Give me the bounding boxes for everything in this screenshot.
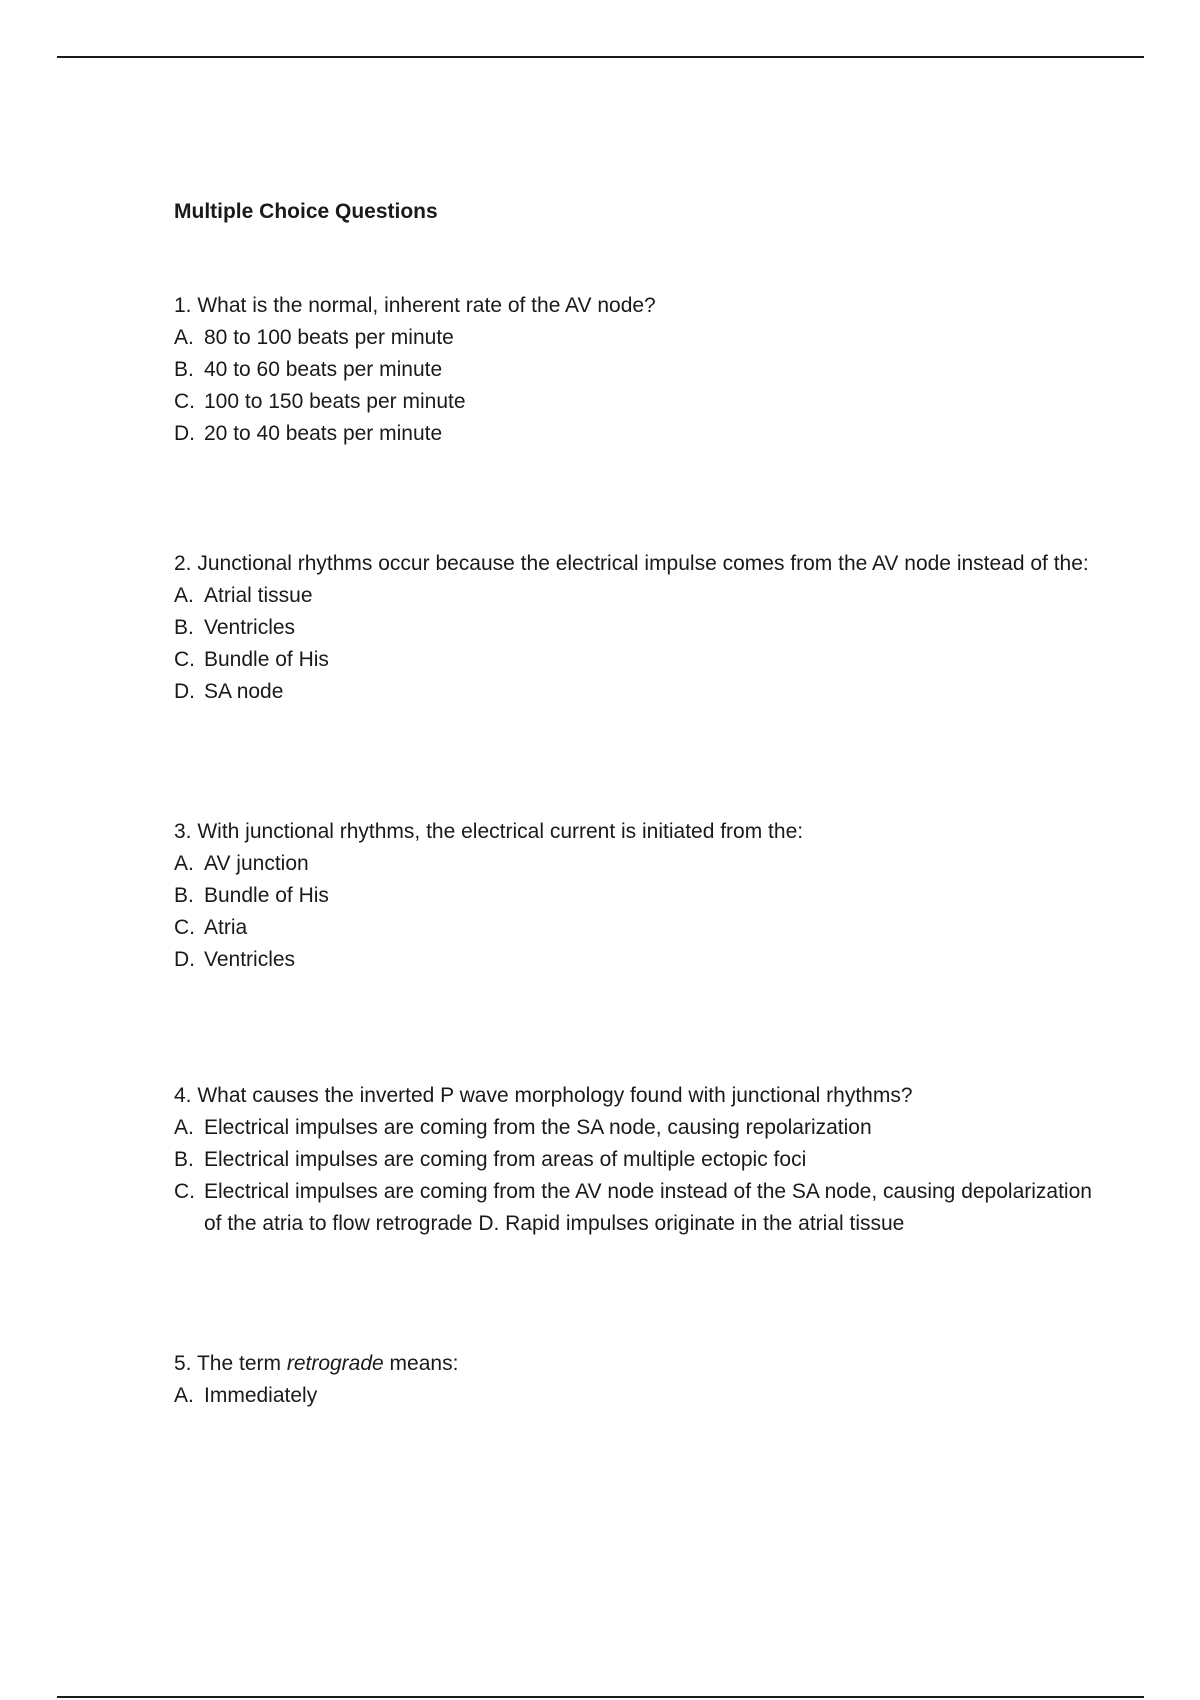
answer-option xyxy=(174,418,1094,450)
option-letter: C. xyxy=(174,390,195,413)
answer-option xyxy=(174,848,1094,880)
top-rule xyxy=(57,56,1144,58)
question-stem: 4. What causes the inverted P wave morphology found with junctional rhythms? xyxy=(174,1084,913,1107)
answer-option xyxy=(174,386,1094,418)
option-text: Immediately xyxy=(204,1384,318,1407)
option-letter: A. xyxy=(174,1116,194,1139)
answer-option xyxy=(174,676,1094,708)
option-text: 80 to 100 beats per minute xyxy=(204,326,454,349)
answer-option xyxy=(174,912,1094,944)
page-title: Multiple Choice Questions xyxy=(174,200,438,223)
question-2 xyxy=(174,548,1094,708)
option-letter: A. xyxy=(174,326,194,349)
answer-option xyxy=(174,880,1094,912)
option-text: 20 to 40 beats per minute xyxy=(204,422,443,445)
answer-option xyxy=(174,944,1094,976)
answer-option xyxy=(174,1112,1094,1144)
option-text: 100 to 150 beats per minute xyxy=(204,390,466,413)
stem-suffix: means: xyxy=(383,1352,459,1375)
option-letter: D. xyxy=(174,422,195,445)
bottom-rule xyxy=(57,1696,1144,1698)
answer-option xyxy=(174,612,1094,644)
question-stem: 3. With junctional rhythms, the electrical current is initiated from the: xyxy=(174,820,804,843)
option-letter: B. xyxy=(174,616,194,639)
option-letter: C. xyxy=(174,1180,195,1203)
question-stem: 2. Junctional rhythms occur because the electrical impulse comes from the AV node instead of the: xyxy=(174,552,1089,575)
stem-prefix: 5. The term xyxy=(174,1352,287,1375)
option-text: 40 to 60 beats per minute xyxy=(204,358,443,381)
answer-option xyxy=(174,1176,1094,1240)
question-stem: 1. What is the normal, inherent rate of the AV node? xyxy=(174,294,656,317)
option-text: Atrial tissue xyxy=(204,584,313,607)
question-5 xyxy=(174,1348,1094,1412)
option-text: AV junction xyxy=(204,852,309,875)
option-text: Electrical impulses are coming from areas of multiple ectopic foci xyxy=(204,1148,807,1171)
option-letter: C. xyxy=(174,916,195,939)
option-letter: C. xyxy=(174,648,195,671)
question-4 xyxy=(174,1080,1094,1240)
option-letter: B. xyxy=(174,884,194,907)
option-letter: B. xyxy=(174,358,194,381)
option-text: SA node xyxy=(204,680,284,703)
answer-option xyxy=(174,354,1094,386)
question-stem xyxy=(174,1348,1094,1380)
stem-term: retrograde xyxy=(286,1352,384,1375)
option-text: Electrical impulses are coming from the AV node instead of the SA node, causing depolarization of the atria to flow retrograde D. Rapid impulses originate in the atrial tissue xyxy=(204,1180,1092,1235)
question-1 xyxy=(174,290,1094,450)
option-text: Bundle of His xyxy=(204,648,329,671)
answer-option xyxy=(174,1144,1094,1176)
option-letter: A. xyxy=(174,852,194,875)
option-text: Ventricles xyxy=(204,948,296,971)
document-body xyxy=(174,196,1094,1510)
question-3 xyxy=(174,816,1094,976)
answer-option xyxy=(174,580,1094,612)
answer-option xyxy=(174,1380,1094,1412)
option-text: Ventricles xyxy=(204,616,296,639)
option-letter: D. xyxy=(174,680,195,703)
option-letter: D. xyxy=(174,948,195,971)
answer-option xyxy=(174,322,1094,354)
option-letter: B. xyxy=(174,1148,194,1171)
option-letter: A. xyxy=(174,1384,194,1407)
answer-option xyxy=(174,644,1094,676)
option-letter: A. xyxy=(174,584,194,607)
option-text: Atria xyxy=(204,916,248,939)
option-text: Bundle of His xyxy=(204,884,329,907)
option-text: Electrical impulses are coming from the SA node, causing repolarization xyxy=(204,1116,872,1139)
